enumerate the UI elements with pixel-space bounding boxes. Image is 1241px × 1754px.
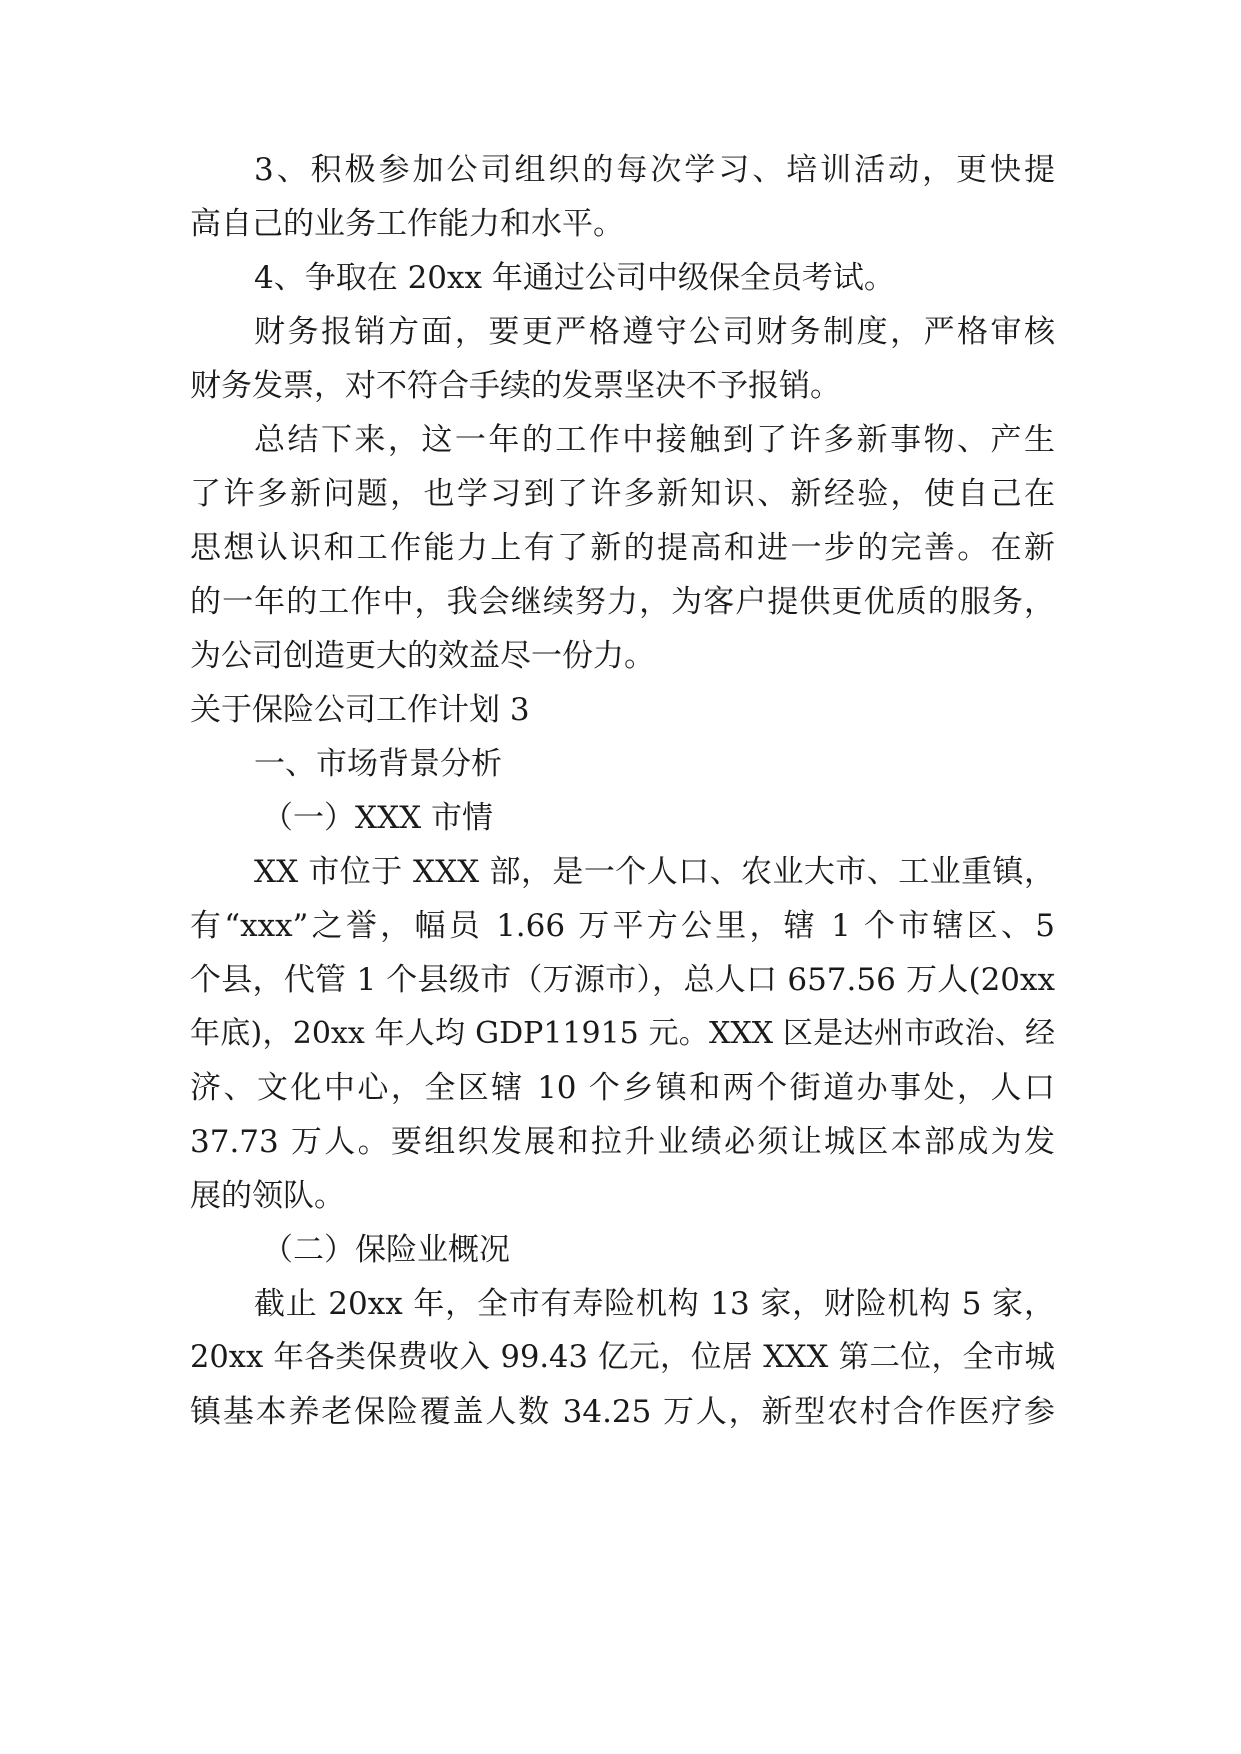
text-line: XX 市位于 XXX 部，是一个人口、农业大市、工业重镇， xyxy=(254,854,1055,890)
text-line: 37.73 万人。要组织发展和拉升业绩必须让城区本部成为发 xyxy=(190,1124,1055,1160)
text-line: 个县，代管 1 个县级市（万源市），总人口 657.56 万人(20xx xyxy=(190,962,1055,998)
text-line: 3、积极参加公司组织的每次学习、培训活动，更快提 xyxy=(254,152,1055,188)
text-line: 展的领队。 xyxy=(190,1178,345,1214)
text-line: 总结下来，这一年的工作中接触到了许多新事物、产生 xyxy=(254,422,1055,458)
text-line: 了许多新问题，也学习到了许多新知识、新经验，使自己在 xyxy=(190,476,1055,512)
text-line: 有“xxx”之誉，幅员 1.66 万平方公里，辖 1 个市辖区、5 xyxy=(190,908,1055,944)
text-line: 4、争取在 20xx 年通过公司中级保全员考试。 xyxy=(254,260,895,296)
text-line: 截止 20xx 年，全市有寿险机构 13 家，财险机构 5 家， xyxy=(254,1286,1055,1322)
text-line: 的一年的工作中，我会继续努力，为客户提供更优质的服务， xyxy=(190,584,1055,620)
subsection-heading: 一、市场背景分析 xyxy=(254,746,502,782)
text-line: 思想认识和工作能力上有了新的提高和进一步的完善。在新 xyxy=(190,530,1055,566)
subsection-heading: （二）保险业概况 xyxy=(262,1232,510,1268)
section-heading: 关于保险公司工作计划 3 xyxy=(190,692,530,728)
text-line: 高自己的业务工作能力和水平。 xyxy=(190,206,624,242)
text-line: 财务发票，对不符合手续的发票坚决不予报销。 xyxy=(190,368,841,404)
text-line: 财务报销方面，要更严格遵守公司财务制度，严格审核 xyxy=(254,314,1055,350)
text-line: 镇基本养老保险覆盖人数 34.25 万人，新型农村合作医疗参 xyxy=(190,1394,1055,1430)
text-line: 20xx 年各类保费收入 99.43 亿元，位居 XXX 第二位，全市城 xyxy=(190,1340,1055,1375)
text-line: 年底)，20xx 年人均 GDP11915 元。XXX 区是达州市政治、经 xyxy=(190,1016,1055,1051)
text-line: 济、文化中心，全区辖 10 个乡镇和两个街道办事处，人口 xyxy=(190,1070,1055,1106)
subsection-heading: （一）XXX 市情 xyxy=(262,800,494,836)
text-line: 为公司创造更大的效益尽一份力。 xyxy=(190,638,655,674)
